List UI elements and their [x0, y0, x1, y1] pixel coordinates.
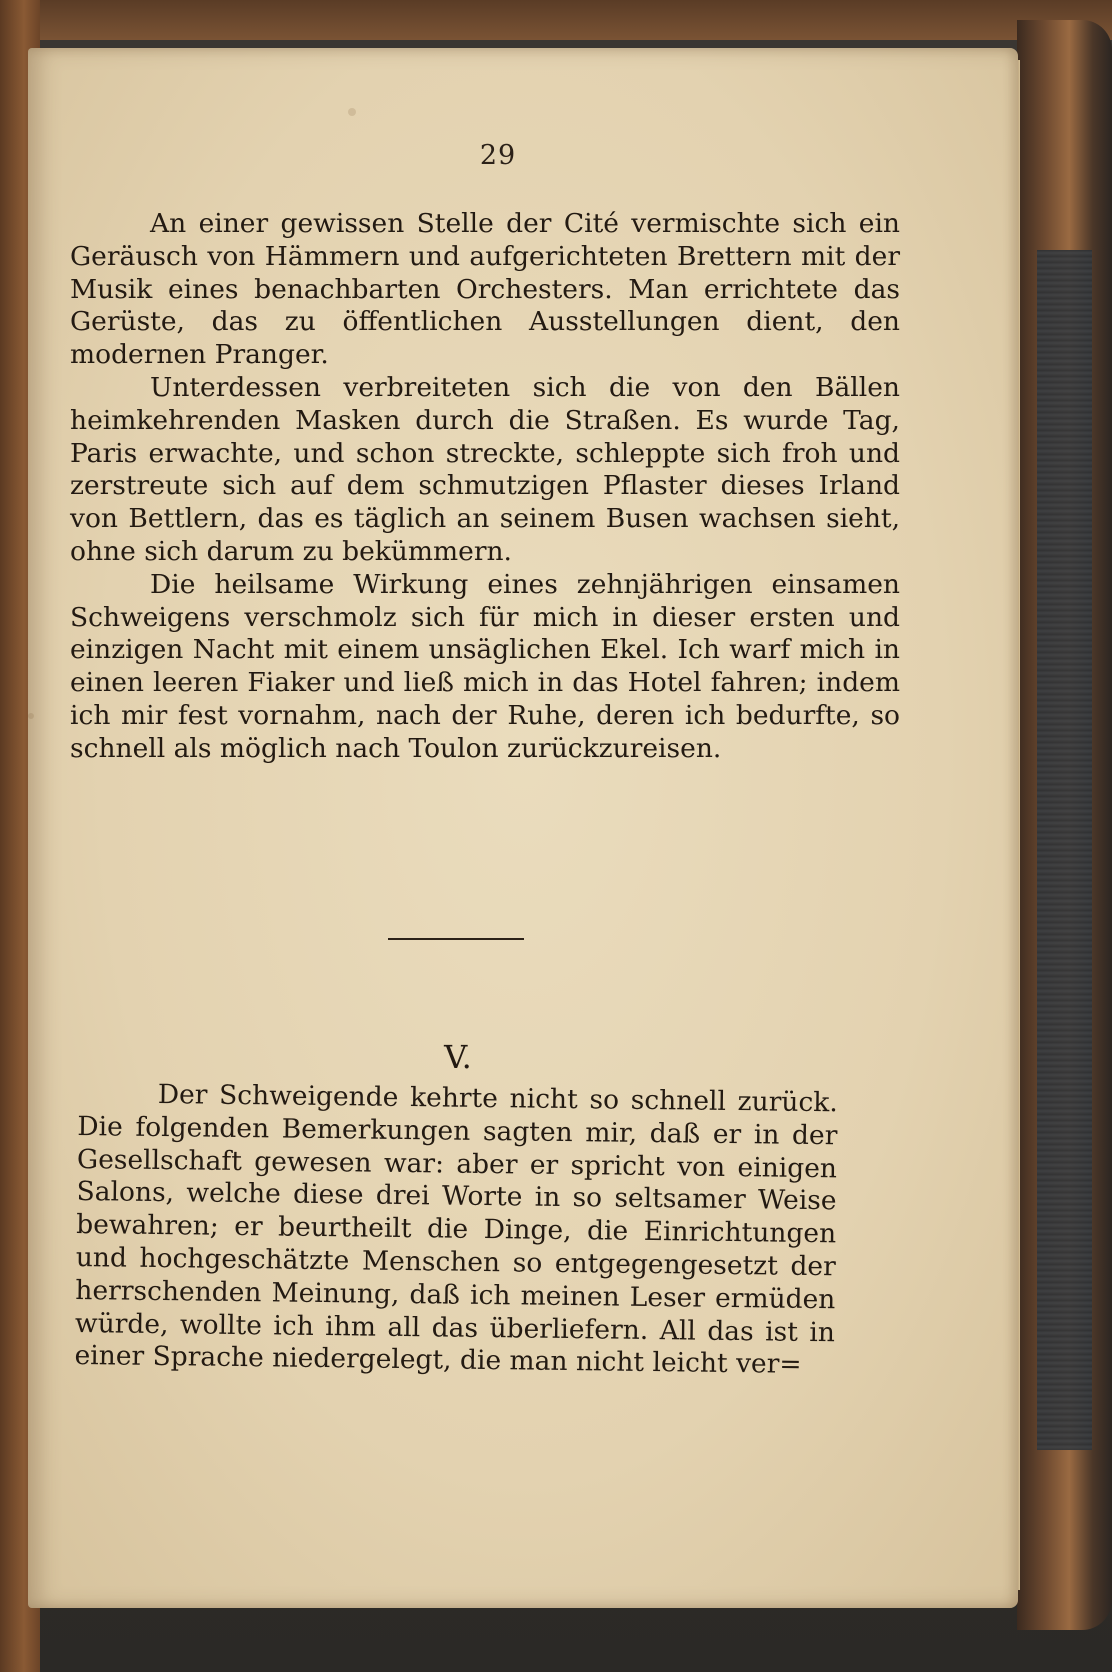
book-cover-top-edge	[0, 0, 1112, 40]
book-page	[28, 48, 1018, 1608]
section-divider-rule	[388, 938, 524, 940]
paragraph: Der Schweigende kehrte nicht so schnell zurück. Die folgenden Bemerkungen sagten mir, daß er in der Gesellschaft gewesen war: aber er spricht von einigen Salons, welche diese drei Worte in so seltsamer Weise bewahren; er beurtheilt die Dinge, die Einrichtungen und hochgeschätzte Menschen so entgegengesetzt der herrschenden Meinung, daß ich meinen Leser ermüden würde, wollte ich ihm all das überliefern. All das ist in einer Sprache niedergelegt, die man nicht leicht ver=	[74, 1078, 838, 1381]
paragraph: Unterdessen verbreiteten sich die von den Bällen heimkehrenden Masken durch die Straßen. Es wurde Tag, Paris erwachte, und schon streckte, schleppte sich froh und zerstreute sich auf dem schmutzigen Pflaster dieses Irland von Bettlern, das es täglich an seinem Busen wachsen sieht, ohne sich darum zu bekümmern.	[70, 371, 900, 567]
paragraph: An einer gewissen Stelle der Cité vermischte sich ein Geräusch von Hämmern und aufgerichteten Brettern mit der Musik eines benachbarten Orchesters. Man errichtete das Gerüste, das zu öffentlichen Ausstellungen dient, den modernen Pranger.	[70, 208, 900, 371]
paper-spot	[348, 108, 356, 116]
page-number: 29	[479, 140, 517, 171]
body-text-top	[70, 208, 900, 766]
paragraph: Die heilsame Wirkung eines zehnjährigen einsamen Schweigens verschmolz sich für mich in dieser ersten und einzigen Nacht mit einem unsäglichen Ekel. Ich warf mich in einen leeren Fiaker und ließ mich in das Hotel fahren; indem ich mir fest vornahm, nach der Ruhe, deren ich bedurfte, so schnell als möglich nach Toulon zurückzureisen.	[70, 568, 900, 764]
section-heading: V.	[444, 1038, 472, 1076]
paper-spot	[28, 713, 34, 719]
body-text-section	[74, 1078, 838, 1382]
book-spine-marbled-edge	[1037, 250, 1092, 1450]
